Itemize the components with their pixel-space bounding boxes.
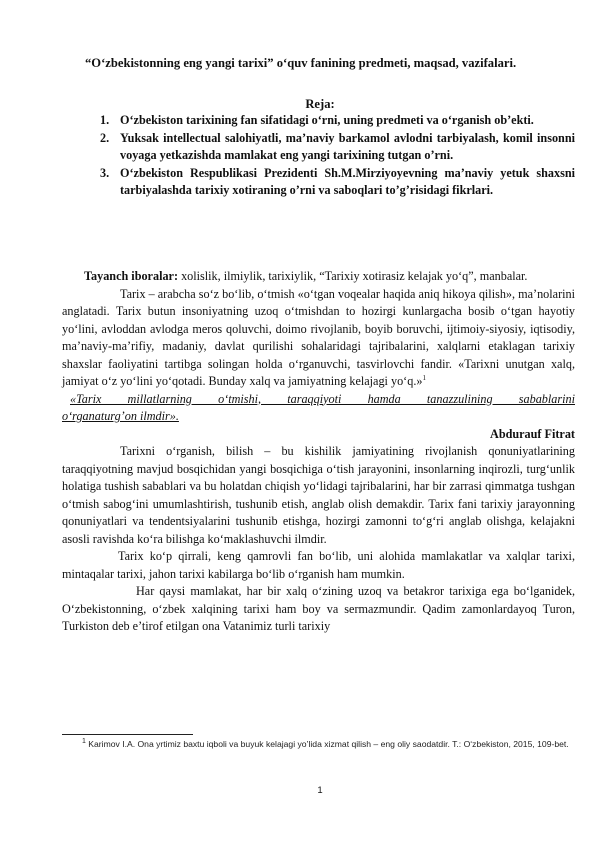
footnote-separator <box>62 734 193 735</box>
plan-item-number: 1. <box>100 113 110 127</box>
keywords-label: Tayanch iboralar: <box>84 269 179 283</box>
plan-list <box>100 112 575 200</box>
plan-item-text: O‘zbekiston Respublikasi Prezidenti Sh.M.Mirziyoyevning ma’naviy yetuk shaxsni tarbiyalashda tarixiy xotiraning o’rni va saboqlari to’g’risidagi fikrlari. <box>120 165 575 197</box>
paragraph-learning-history: Tarixni o‘rganish, bilish – bu kishilik jamiyatining rivojlanish qonuniyatlarining taraqqiyotning mavjud bosqichidan yangi bosqichiga o‘tish jarayonini, insonlarning inqirozli, turg‘unlik holatiga tushish sabablari va bu holatdan chiqish yo‘lidagi tajribalarini, har bir zarrasi qimmatga tushgan o‘tmish sabog‘ini umumlashtirish, tushunib etish, anglab olish demakdir. Tarix fani tarixiy jarayonning qonuniyatlari va tendentsiyalarini tushunib etishga, hozirgi zamonni to‘g‘ri anglab olishga, kelajakni asosli ravishda ko‘ra bilishga ko‘maklashuvchi ilmdir. <box>62 444 575 546</box>
document-title: “O‘zbekistonning eng yangi tarixi” o‘quv fanining predmeti, maqsad, vazifalari. <box>85 56 517 70</box>
paragraph-uzbekistan-history: Har qaysi mamlakat, har bir xalq o‘zining uzoq va betakror tarixiga ega bo‘lganidek, O‘zbekistonning, o‘zbek xalqining tarixi ham boy va sermazmundir. Qadim zamonlardayoq Turon, Turkiston deb e’tirof etilgan ona Vatanimiz turli tarixiy <box>62 584 575 633</box>
paragraph-multifaceted: Tarix ko‘p qirrali, keng qamrovli fan bo‘lib, uni alohida mamlakatlar va xalqlar tarixi, mintaqalar tarixi, jahon tarixi kabilarga bo‘lib o‘rganish ham mumkin. <box>62 549 575 581</box>
paragraph-tarix-text: Tarix – arabcha so‘z bo‘lib, o‘tmish «o‘tgan voqealar haqida aniq hikoya qilish», ma’nolarini anglatadi. Tarix butun insoniyatning uzoq o‘tmishdan to hozirgi kunlargacha bosib o‘tgan hayotiy yo‘lini, avloddan avlodga meros qoluvchi, doimo rivojlanib, boyib boruvchi, ijtimoiy-siyosiy, iqtisodiy, ma’naviy-ma’rifiy, madaniy, davlat qurilishi sohalaridagi tajribalarini, xalqlarni etaklagan tarixiy shaxslar faoliyatini tartibga solingan holda o‘rganuvchi, tasvirlovchi fandir. «Tarixni unutgan xalq, jamiyat o‘z yo‘lini yo‘qotadi. Bunday xalq va jamiyatning kelajagi yo‘q.» <box>62 286 575 388</box>
quote-line-2: o‘rganaturg’on ilmdir». <box>62 409 179 423</box>
plan-item <box>100 130 575 165</box>
footnote <box>82 738 572 751</box>
plan-item-text: Yuksak intellectual salohiyatli, ma’naviy barkamol avlodni tarbiyalash, komil insonni voyaga yetkazishda mamlakat eng yangi tarixining tutgan o’rni. <box>120 130 575 162</box>
footnote-text: Karimov I.A. Ona yrtimiz baxtu iqboli va buyuk kelajagi yo’lida xizmat qilish – eng oliy saodatdir. T.: O‘zbekiston, 2015, 109-bet. <box>85 739 569 749</box>
quote-line-1: «Tarix millatlarning o‘tmishi, taraqqiyoti hamda tanazzulining sabablarini <box>70 391 575 406</box>
keywords-text: xolislik, ilmiylik, tarixiylik, “Tarixiy xotirasiz kelajak yo‘q”, manbalar. <box>178 269 528 283</box>
body-text <box>62 268 575 636</box>
footnote-reference[interactable]: 1 <box>422 373 426 382</box>
quote-author: Abdurauf Fitrat <box>490 426 575 441</box>
plan-item-number: 2. <box>100 130 110 145</box>
footnote-number: 1 <box>82 738 86 746</box>
plan-item <box>100 165 575 200</box>
keywords-paragraph <box>62 268 575 286</box>
paragraph-tarix-definition <box>62 286 575 391</box>
plan-item-text: O‘zbekiston tarixining fan sifatidagi o‘rni, uning predmeti va o‘rganish ob’ekti. <box>120 113 534 127</box>
plan-item <box>100 112 575 130</box>
plan-item-number: 3. <box>100 165 110 180</box>
page-number: 1 <box>317 785 323 796</box>
plan-heading: Reja: <box>305 97 335 111</box>
